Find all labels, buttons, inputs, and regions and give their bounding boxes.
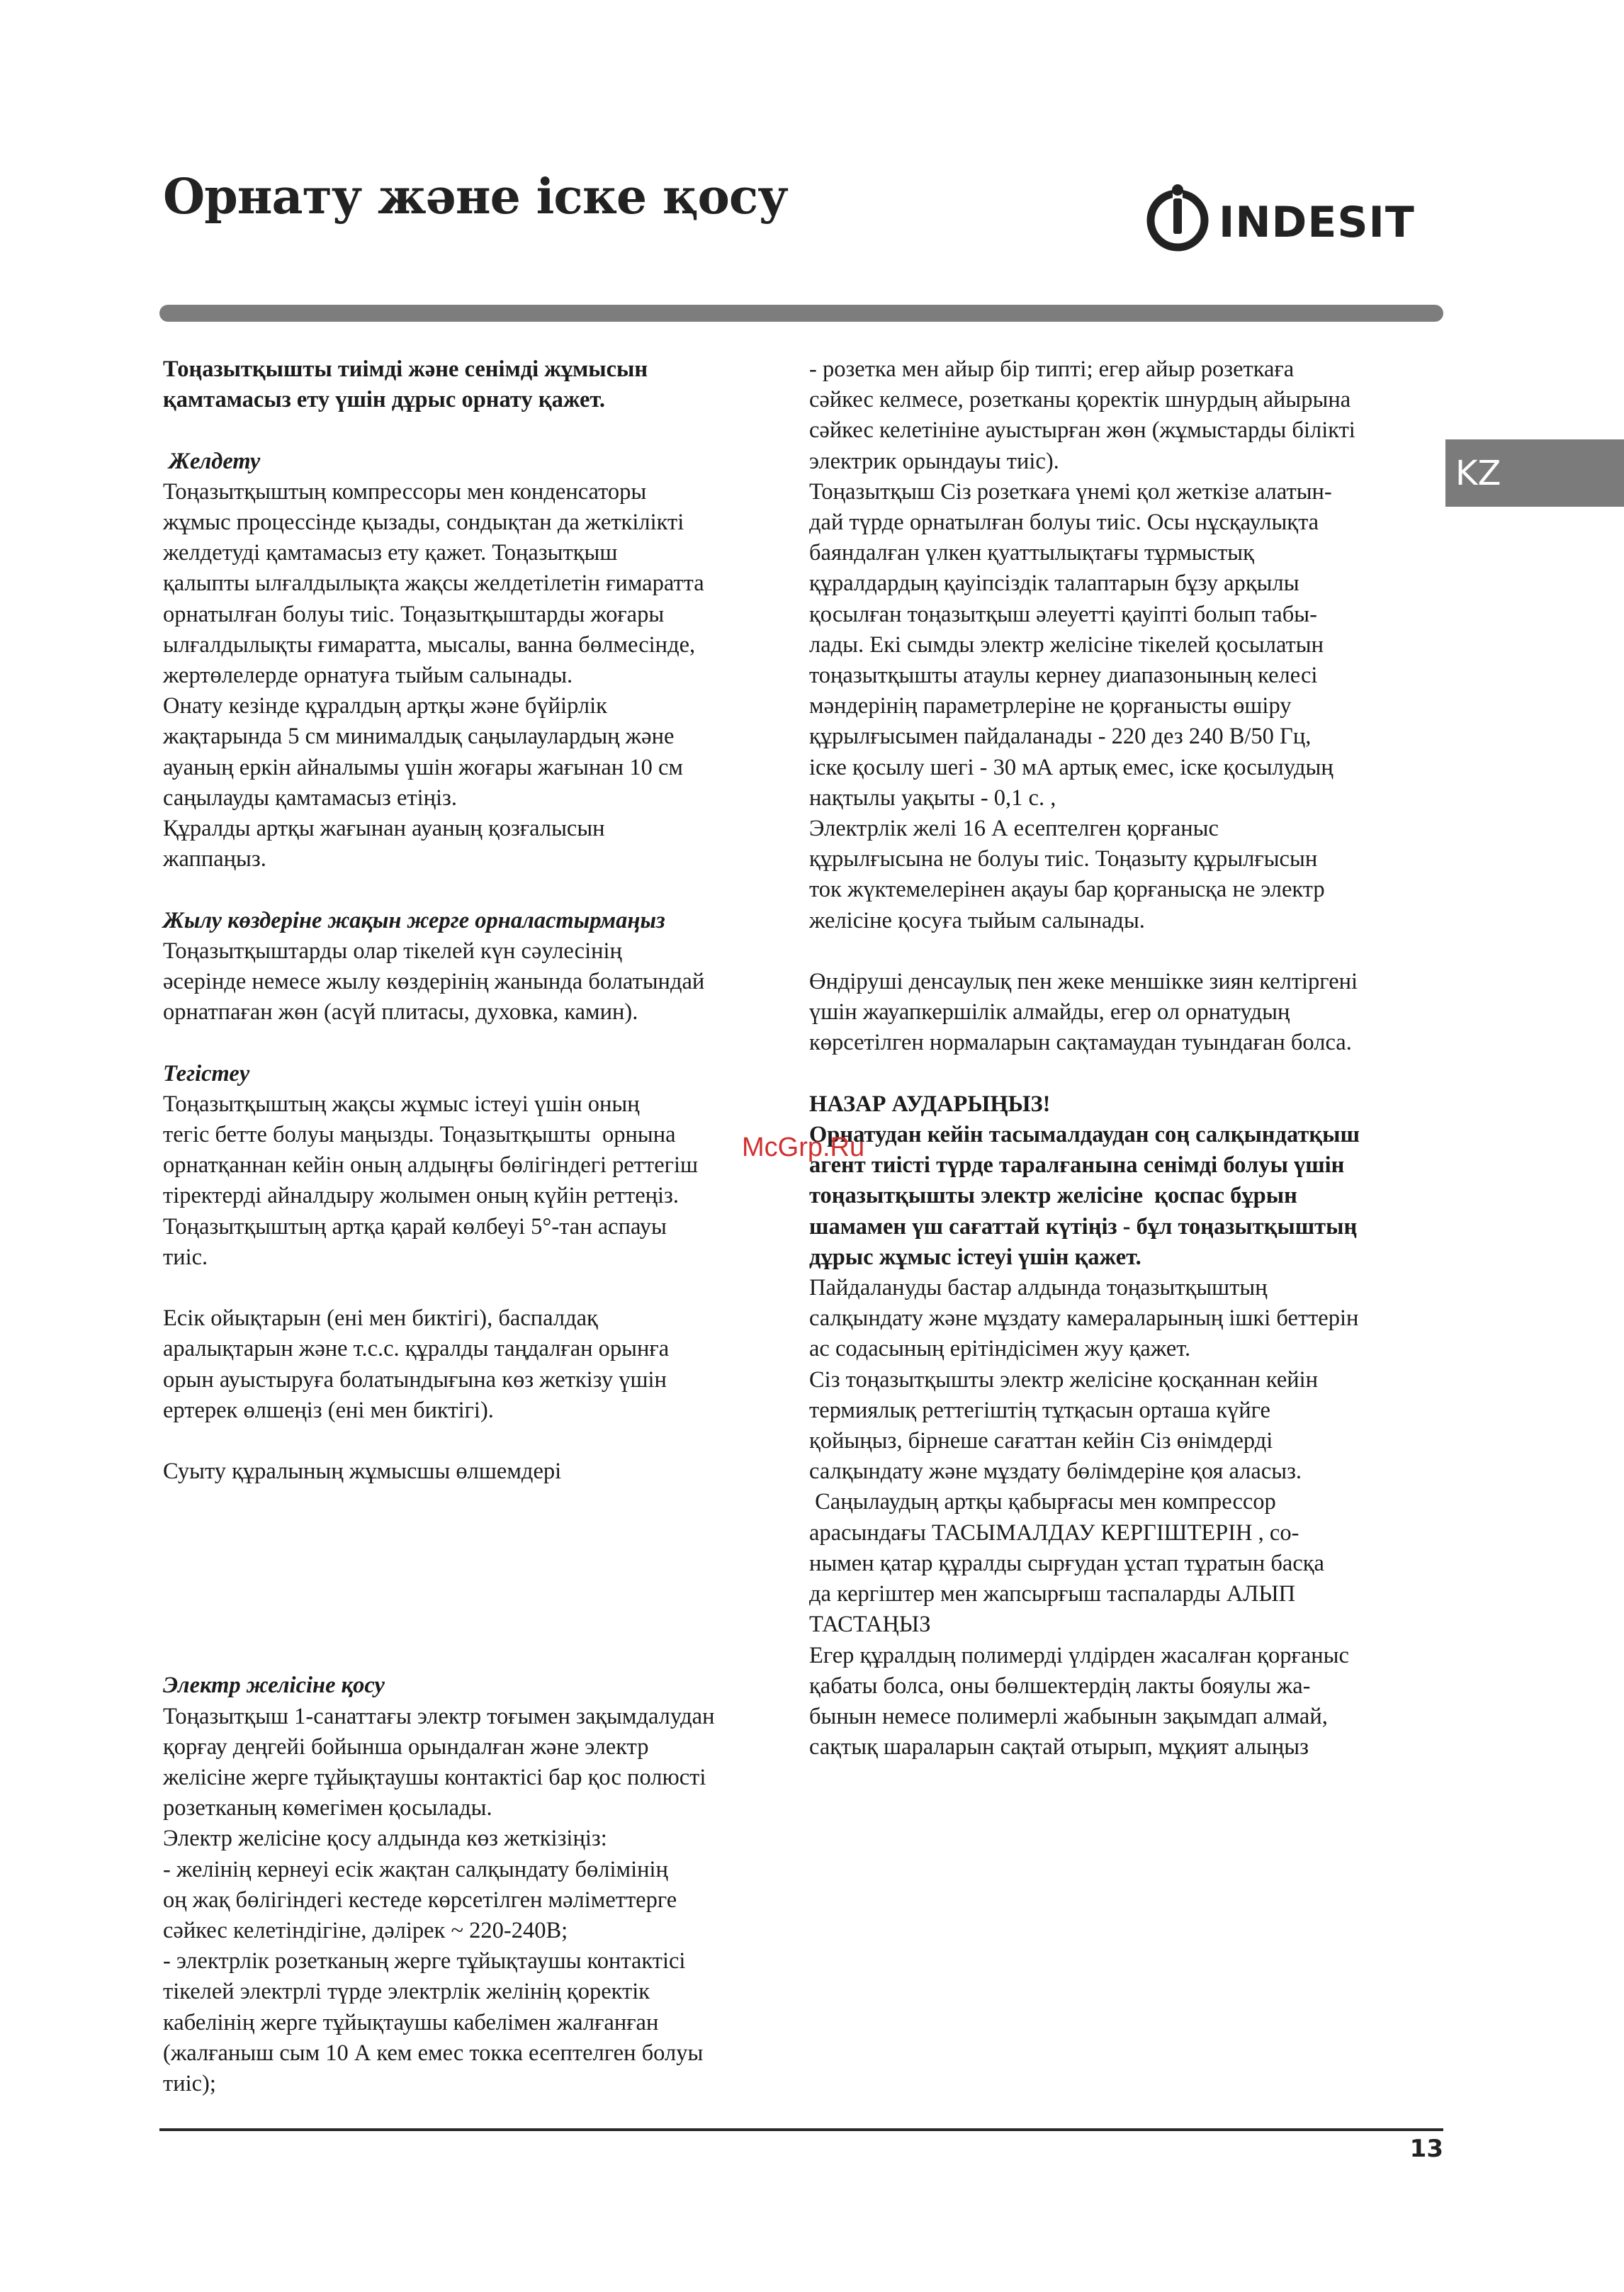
heading-line: Тегістеу xyxy=(163,1060,250,1086)
text-line: - розетка мен айыр бір типті; егер айыр розеткаға xyxy=(809,356,1295,382)
text-line: - электрлік розетканың жерге тұйықтаушы контактісі xyxy=(163,1948,686,1974)
text-line: орнатқаннан кейін оның алдыңғы бөлігіндегі реттегіш xyxy=(163,1152,699,1179)
text-line: қорғау деңгейі бойынша орындалған және электр xyxy=(163,1734,649,1760)
text-line: қосылған тоңазытқыш әлеуетті қауіпті болып табы- xyxy=(809,601,1317,627)
text-line: ток жүктемелерінен ақауы бар қорғанысқа не электр xyxy=(809,877,1325,903)
heading-line: тоңазытқышты электр желісіне қоспас бұрын xyxy=(809,1183,1297,1209)
text-line: жаппаңыз. xyxy=(163,846,266,872)
paragraph-gap xyxy=(163,1487,786,1670)
text-line: Саңылаудың артқы қабырғасы мен компрессор xyxy=(809,1489,1276,1515)
text-line: бынын немесе полимерлі жабынын зақымдап алмай, xyxy=(809,1703,1328,1729)
text-line: тиіс. xyxy=(163,1244,208,1270)
text-line: сәйкес келмесе, розетканы қоректік шнурдың айырына xyxy=(809,387,1351,413)
text-line: саңылауды қамтамасыз етіңіз. xyxy=(163,785,458,811)
text-line: лады. Екі сымды электр желісіне тікелей қосылатын xyxy=(809,631,1324,658)
text-line: Электр желісіне қосу алдында көз жеткізіңіз: xyxy=(163,1826,607,1852)
text-line: дай түрде орнатылған болуы тиіс. Осы нұсқаулықта xyxy=(809,510,1319,536)
text-line: Пайдалануды бастар алдында тоңазытқыштың xyxy=(809,1275,1268,1301)
text-line: қойыңыз, бірнеше сағаттан кейін Сіз өнімдерді xyxy=(809,1428,1273,1454)
paragraph-gap xyxy=(809,936,1433,967)
text-line: қабаты болса, оны бөлшектердің лакты бояулы жа- xyxy=(809,1673,1311,1699)
paragraph-gap xyxy=(163,1426,786,1456)
text-line: розетканың көмегімен қосылады. xyxy=(163,1795,492,1821)
language-tab-label: KZ xyxy=(1455,453,1501,493)
text-line: құрылғысына не болуы тиіс. Тоңазыту құрылғысын xyxy=(809,846,1318,872)
text-line: іске қосылу шегі - 30 мА артық емес, іске қосылудың xyxy=(809,754,1333,780)
text-line: орнатпаған жөн (асүй плитасы, духовка, камин). xyxy=(163,999,638,1026)
text-line: желісіне жерге тұйықтаушы контактісі бар қос полюсті xyxy=(163,1765,706,1791)
paragraph-gap xyxy=(163,875,786,905)
text-line: ТАСТАҢЫЗ xyxy=(809,1612,931,1638)
text-line: Егер құралдың полимерді үлдірден жасалған қорғаныс xyxy=(809,1642,1349,1668)
left-column xyxy=(163,354,786,2099)
text-line: тікелей электрлі түрде электрлік желінің қоректік xyxy=(163,1979,650,2005)
text-line: желісіне қосуға тыйым салынады. xyxy=(809,907,1145,933)
header-divider xyxy=(159,305,1443,322)
text-line: Электрлік желі 16 А есептелген қорғаныс xyxy=(809,816,1219,842)
page-title: Орнату және іске қосу xyxy=(163,169,788,225)
text-line: мәндерінің параметрлеріне не қорғанысты өшіру xyxy=(809,693,1292,719)
heading-line: қамтамасыз ету үшін дұрыс орнату қажет. xyxy=(163,387,606,413)
footer-divider xyxy=(159,2128,1443,2131)
text-line: нақтылы уақыты - 0,1 с. , xyxy=(809,785,1056,811)
text-line: жұмыс процессінде қызады, сондықтан да жеткілікті xyxy=(163,510,684,535)
text-line: (жалғаныш сым 10 А кем емес токка есептелген болуы xyxy=(163,2040,704,2066)
heading-line: агент тиісті түрде таралғанына сенімді болуы үшін xyxy=(809,1152,1345,1179)
text-line: ас содасының ерітіндісімен жуу қажет. xyxy=(809,1336,1191,1362)
text-line: Онату кезінде құралдың артқы және бүйірлік xyxy=(163,693,607,719)
text-line: желдетуді қамтамасыз ету қажет. Тоңазытқыш xyxy=(163,540,618,566)
heading-line: Орнатудан кейін тасымалдаудан соң салқындатқыш xyxy=(809,1122,1360,1148)
text-line: нымен қатар құралды сырғудан ұстап тұратын басқа xyxy=(809,1550,1324,1576)
text-line: Сіз тоңазытқышты электр желісіне қосқаннан кейін xyxy=(809,1366,1319,1393)
right-column xyxy=(809,354,1433,1763)
heading-line: Электр желісіне қосу xyxy=(163,1673,385,1699)
text-line: сәйкес келетіндігіне, дәлірек ~ 220-240В; xyxy=(163,1918,568,1944)
heading-line: шамамен үш сағаттай күтіңіз - бұл тоңазытқыштың xyxy=(809,1213,1358,1240)
text-line: Тоңазытқыш Сіз розеткаға үнемі қол жеткізе алатын- xyxy=(809,478,1332,505)
text-line: - желінің кернеуі есік жақтан салқындату бөлімінің xyxy=(163,1856,668,1882)
text-line: ертерек өлшеңіз (ені мен биктігі). xyxy=(163,1397,494,1423)
watermark: McGrp.Ru xyxy=(742,1133,865,1162)
text-line: сақтық шараларын сақтай отырып, мұқият алыңыз xyxy=(809,1734,1309,1760)
text-line: салқындату және мұздату бөлімдеріне қоя аласыз. xyxy=(809,1459,1302,1485)
paragraph-gap xyxy=(163,1028,786,1058)
text-line: Құралды артқы жағынан ауаның қозғалысын xyxy=(163,816,605,842)
text-line: термиялық реттегіштің тұтқасын орташа күйге xyxy=(809,1397,1270,1423)
text-line: орнатылған болуы тиіс. Тоңазытқыштарды жоғары xyxy=(163,601,665,627)
text-line: тіректерді айналдыру жолымен оның күйін реттеңіз. xyxy=(163,1183,680,1209)
text-line: аралықтарын және т.с.с. құралды таңдалған орынға xyxy=(163,1336,670,1362)
text-line: тиіс); xyxy=(163,2071,216,2097)
text-line: Тоңазытқыштың артқа қарай көлбеуі 5°-тан аспауы xyxy=(163,1213,667,1240)
page-number: 13 xyxy=(1409,2135,1443,2163)
paragraph-gap xyxy=(163,415,786,446)
text-line: арасындағы ТАСЫМАЛДАУ КЕРГІШТЕРІН , со- xyxy=(809,1519,1299,1546)
text-line: үшін жауапкершілік алмайды, егер ол орнатудың xyxy=(809,999,1290,1026)
text-line: тоңазытқышты атаулы кернеу диапазонының келесі xyxy=(809,663,1318,689)
text-line: Өндіруші денсаулық пен жеке меншікке зиян келтіргені xyxy=(809,969,1358,995)
indesit-logo xyxy=(1144,183,1424,258)
text-line: жақтарында 5 см минималдық саңылаулардың және xyxy=(163,724,675,750)
heading-line: Жылу көздеріне жақын жерге орналастырмаңыз xyxy=(163,907,665,933)
text-line: Тоңазытқыштарды олар тікелей күн сәулесінің xyxy=(163,938,622,964)
paragraph-gap xyxy=(163,1273,786,1303)
text-line: тегіс бетте болуы маңызды. Тоңазытқышты орнына xyxy=(163,1122,676,1148)
heading-line: Желдету xyxy=(163,448,261,474)
text-line: ылғалдылықты ғимаратта, мысалы, ванна бөлмесінде, xyxy=(163,631,696,658)
text-line: баяндалған үлкен қуаттылықтағы тұрмыстық xyxy=(809,540,1254,566)
text-line: сәйкес келетініне ауыстырған жөн (жұмыстарды білікті xyxy=(809,417,1355,444)
text-line: Суыту құралының жұмысшы өлшемдері xyxy=(163,1459,562,1485)
text-line: оң жақ бөлігіндегі кестеде көрсетілген мәліметтерге xyxy=(163,1887,677,1913)
text-line: салқындату және мұздату камераларының ішкі беттерін xyxy=(809,1305,1359,1332)
text-line: да кергіштер мен жапсырғыш таспаларды АЛЫП xyxy=(809,1581,1296,1607)
text-line: орын ауыстыруға болатындығына көз жеткізу үшін xyxy=(163,1366,667,1393)
text-line: кабелінің жерге тұйықтаушы кабелімен жалғанған xyxy=(163,2009,659,2035)
paragraph-gap xyxy=(809,1059,1433,1089)
text-line: әсерінде немесе жылу көздерінің жанында болатындай xyxy=(163,969,705,995)
brand-wordmark: INDESIT xyxy=(1219,198,1415,247)
text-line: Тоңазытқыштың жақсы жұмыс істеуі үшін оның xyxy=(163,1091,640,1117)
text-line: көрсетілген нормаларын сақтамаудан туындаған болса. xyxy=(809,1030,1352,1056)
heading-line: Тоңазытқышты тиімді және сенімді жұмысын xyxy=(163,356,648,382)
text-line: жертөлелерде орнатуға тыйым салынады. xyxy=(163,663,573,689)
text-line: Есік ойықтарын (ені мен биктігі), баспалдақ xyxy=(163,1305,598,1332)
text-line: құралдардың қауіпсіздік талаптарын бұзу арқылы xyxy=(809,571,1299,597)
text-line: ауаның еркін айналымы үшін жоғары жағынан 10 см xyxy=(163,754,683,780)
text-line: қалыпты ылғалдылықта жақсы желдетілетін ғимаратта xyxy=(163,571,704,597)
text-line: Тоңазытқыштың компрессоры мен конденсаторы xyxy=(163,478,647,505)
heading-line: НАЗАР АУДАРЫҢЫЗ! xyxy=(809,1091,1051,1117)
text-line: Тоңазытқыш 1-санаттағы электр тоғымен зақымдалудан xyxy=(163,1703,715,1729)
heading-line: дұрыс жұмыс істеуі үшін қажет. xyxy=(809,1244,1141,1270)
text-line: электрик орындауы тиіс). xyxy=(809,448,1059,474)
language-tab xyxy=(1445,439,1624,507)
text-line: құрылғысымен пайдаланады - 220 дез 240 В/50 Гц, xyxy=(809,724,1312,750)
